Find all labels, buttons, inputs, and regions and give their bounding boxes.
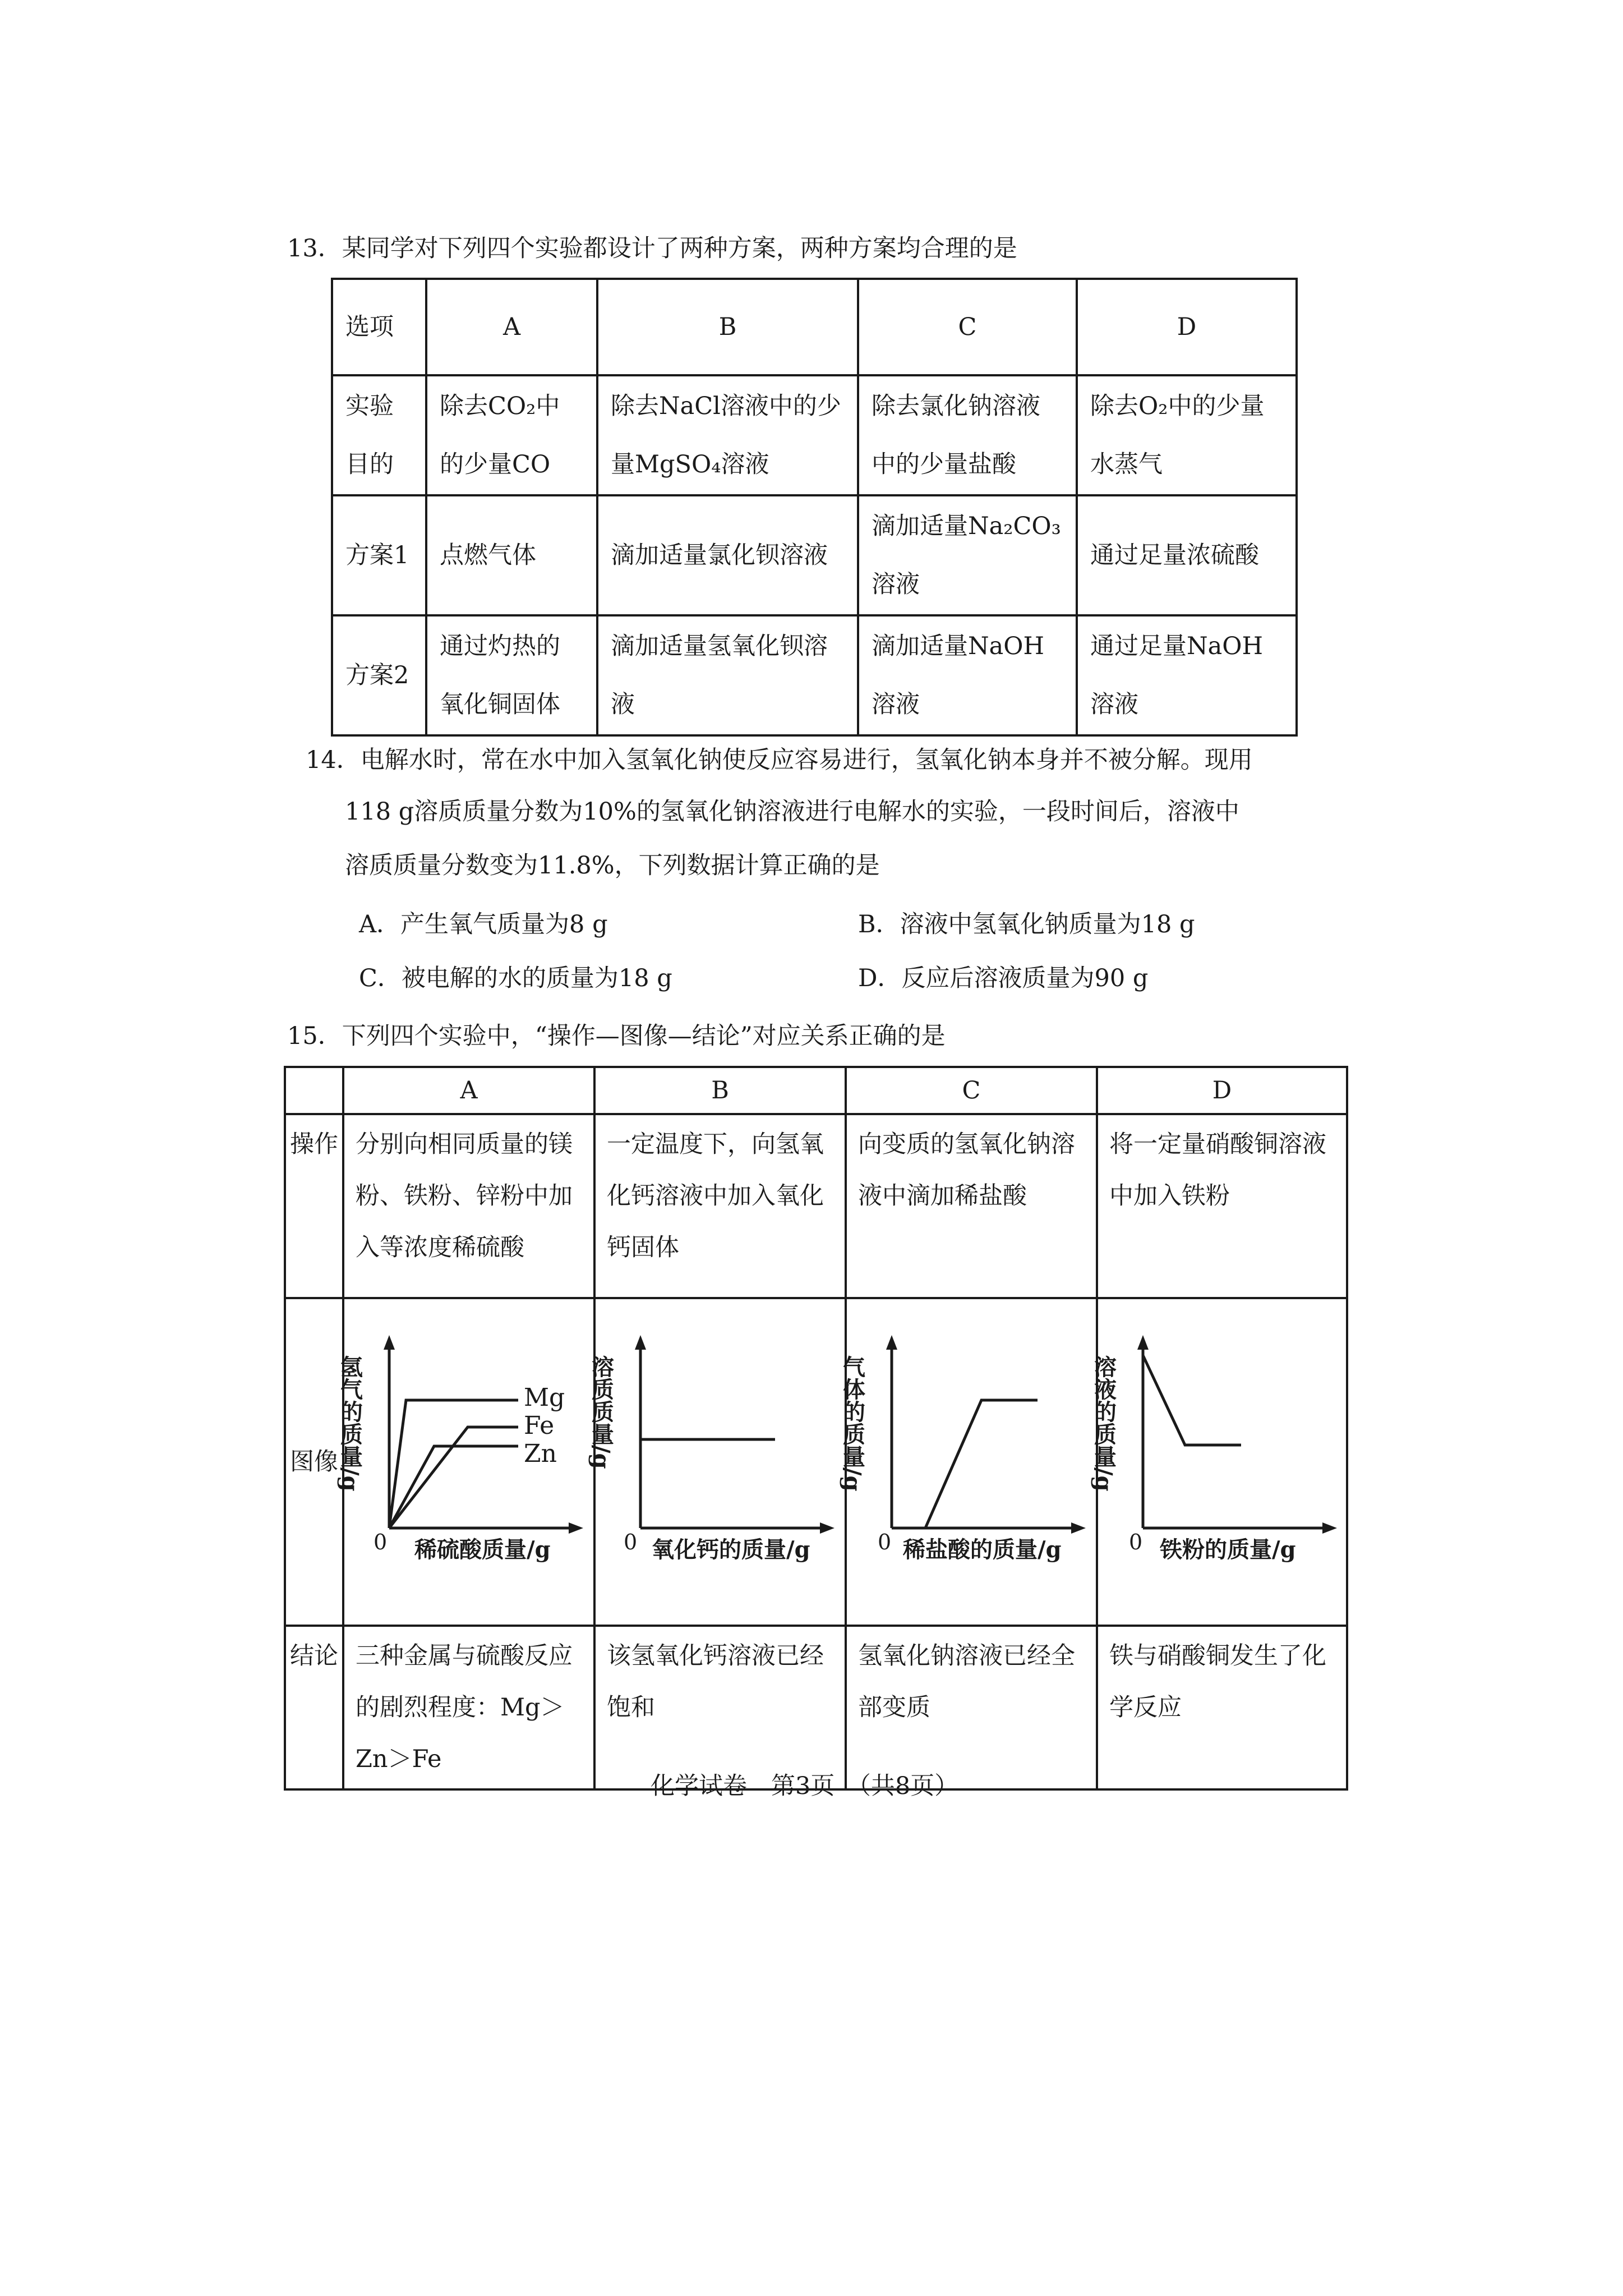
origin-label: 0	[1129, 1530, 1143, 1554]
table-cell: 通过足量NaOH溶液	[1077, 615, 1297, 735]
row-label: 操作	[285, 1114, 343, 1298]
graph-cell	[839, 1298, 1097, 1626]
x-axis-arrow	[820, 1522, 834, 1534]
x-axis-label: 稀硫酸质量/g	[414, 1536, 551, 1563]
option-d: D．反应后溶液质量为90 g	[858, 964, 1149, 992]
graph-cell	[1090, 1298, 1347, 1626]
option-a: A．产生氧气质量为8 g	[359, 910, 608, 938]
y-axis-label: 溶质质量/g	[588, 1355, 615, 1469]
table-cell: 点燃气体	[426, 495, 597, 615]
y-axis-arrow	[886, 1335, 897, 1350]
table-cell: 滴加适量NaOH溶液	[858, 615, 1077, 735]
question-14-stem-line-1: 14．电解水时，常在水中加入氢氧化钠使反应容易进行，氢氧化钠本身并不被分解。现用	[306, 746, 1253, 774]
header-cell: 选项	[332, 279, 426, 375]
question-14-stem-line-3: 溶质质量分数变为11.8%，下列数据计算正确的是	[345, 852, 880, 880]
table-cell: 将一定量硝酸铜溶液中加入铁粉	[1097, 1114, 1347, 1298]
table-row	[332, 375, 1297, 495]
table-row	[332, 615, 1297, 735]
series-label-zn: Zn	[524, 1439, 557, 1468]
table-cell: 三种金属与硫酸反应的剧烈程度：Mg＞Zn＞Fe	[343, 1626, 594, 1789]
header-cell: B	[597, 279, 858, 375]
table-row	[332, 495, 1297, 615]
table-cell: 氢氧化钠溶液已经全部变质	[846, 1626, 1097, 1789]
table-cell: 通过足量浓硫酸	[1077, 495, 1297, 615]
question-13-table	[331, 278, 1298, 737]
graph-cell	[336, 1298, 594, 1626]
table-cell: 该氢氧化钙溶液已经饱和	[594, 1626, 846, 1789]
graph-b	[588, 1299, 847, 1607]
solution-mass-line	[1143, 1355, 1241, 1445]
graph-cell	[588, 1298, 846, 1626]
header-cell: B	[594, 1067, 846, 1114]
question-15-table	[284, 1066, 1348, 1791]
mg-line	[389, 1400, 518, 1528]
table-cell: 分别向相同质量的镁粉、铁粉、锌粉中加入等浓度稀硫酸	[343, 1114, 594, 1298]
header-cell: D	[1097, 1067, 1347, 1114]
option-b: B．溶液中氢氧化钠质量为18 g	[858, 910, 1195, 938]
header-cell: C	[846, 1067, 1097, 1114]
graph-d	[1090, 1299, 1348, 1607]
x-axis-arrow	[569, 1522, 583, 1534]
x-axis-label: 稀盐酸的质量/g	[903, 1536, 1062, 1563]
table-cell: 除去O₂中的少量水蒸气	[1077, 375, 1297, 495]
x-axis-arrow	[1071, 1522, 1086, 1534]
origin-label: 0	[624, 1530, 638, 1554]
table-cell: 除去CO₂中的少量CO	[426, 375, 597, 495]
x-axis-label: 氧化钙的质量/g	[652, 1536, 810, 1563]
y-axis-label: 气体的质量/g	[839, 1355, 866, 1492]
fe-line	[389, 1427, 518, 1528]
table-cell: 向变质的氢氧化钠溶液中滴加稀盐酸	[846, 1114, 1097, 1298]
table-cell: 滴加适量Na₂CO₃溶液	[858, 495, 1077, 615]
table-row	[285, 1114, 1347, 1298]
table-cell: 通过灼热的氧化铜固体	[426, 615, 597, 735]
table-cell: 滴加适量氯化钡溶液	[597, 495, 858, 615]
x-axis-arrow	[1322, 1522, 1337, 1534]
y-axis-arrow	[384, 1335, 395, 1350]
gas-mass-line	[925, 1400, 1038, 1528]
header-cell: D	[1077, 279, 1297, 375]
header-cell: A	[343, 1067, 594, 1114]
zn-line	[389, 1446, 518, 1528]
row-label: 图像	[285, 1298, 343, 1626]
y-axis-label: 溶液的质量/g	[1090, 1355, 1117, 1492]
header-cell: A	[426, 279, 597, 375]
row-label: 结论	[285, 1626, 343, 1789]
table-cell: 除去NaCl溶液中的少量MgSO₄溶液	[597, 375, 858, 495]
graph-a	[336, 1299, 596, 1607]
question-14-stem-line-2: 118 g溶质质量分数为10%的氢氧化钠溶液进行电解水的实验，一段时间后，溶液中	[345, 798, 1239, 826]
table-cell: 一定温度下，向氢氧化钙溶液中加入氧化钙固体	[594, 1114, 846, 1298]
table-cell: 铁与硝酸铜发生了化学反应	[1097, 1626, 1347, 1789]
option-c: C．被电解的水的质量为18 g	[359, 964, 672, 992]
table-header-row	[332, 279, 1297, 375]
table-cell: 除去氯化钠溶液中的少量盐酸	[858, 375, 1077, 495]
table-row	[285, 1298, 1347, 1626]
table-header-row	[285, 1067, 1347, 1114]
graph-c	[839, 1299, 1098, 1607]
question-15-stem: 15．下列四个实验中，“操作—图像—结论”对应关系正确的是	[287, 1022, 946, 1050]
series-label-mg: Mg	[524, 1383, 565, 1412]
row-label: 实验目的	[332, 375, 426, 495]
question-13-stem: 13．某同学对下列四个实验都设计了两种方案，两种方案均合理的是	[287, 234, 1017, 263]
x-axis-label: 铁粉的质量/g	[1160, 1536, 1296, 1563]
row-label: 方案2	[332, 615, 426, 735]
origin-label: 0	[878, 1530, 892, 1554]
origin-label: 0	[374, 1530, 388, 1554]
y-axis-arrow	[1137, 1335, 1149, 1350]
series-label-fe: Fe	[524, 1411, 555, 1440]
y-axis-label: 氢气的质量/g	[336, 1355, 363, 1492]
y-axis-arrow	[635, 1335, 646, 1350]
page-footer: 化学试卷 第3页 （共8页）	[651, 1772, 959, 1800]
table-row	[285, 1626, 1347, 1789]
table-cell: 滴加适量氢氧化钡溶液	[597, 615, 858, 735]
header-cell	[285, 1067, 343, 1114]
row-label: 方案1	[332, 495, 426, 615]
header-cell: C	[858, 279, 1077, 375]
